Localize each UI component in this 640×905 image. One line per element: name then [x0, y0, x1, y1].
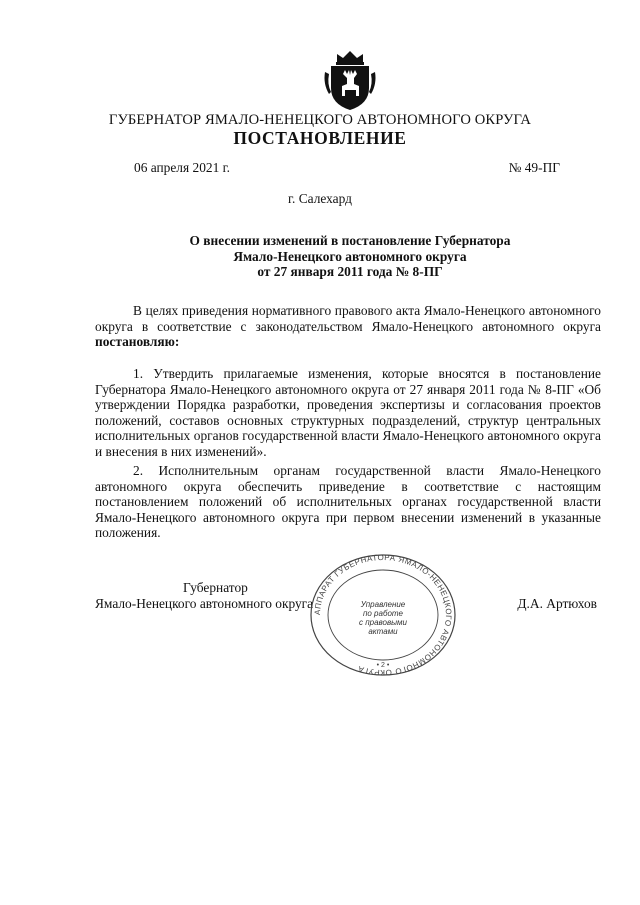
signatory-organization: Ямало-Ненецкого автономного округа [95, 596, 314, 611]
title-line-1: О внесении изменений в постановление Губернатора [189, 233, 511, 248]
issuer-title: ГУБЕРНАТОР ЯМАЛО-НЕНЕЦКОГО АВТОНОМНОГО ОКРУГА [108, 112, 532, 128]
title-line-3: от 27 января 2011 года № 8-ПГ [257, 264, 443, 279]
seal-center-text [338, 600, 428, 636]
item-1-paragraph: 1. Утвердить прилагаемые изменения, которые вносятся в постановление Губернатора Ямало-Ненецкого автономного округа от 27 января 2011 года № 8-ПГ «Об утверждении Порядка разработки, проведения экспертизы и согласования проектов положений, составов основных структурных подразделений, структур центральных исполнительных органов государственной власти Ямало-Ненецкого автономного округа и внесения в них изменений». [95, 366, 601, 459]
document-date: 06 апреля 2021 г. [134, 160, 230, 175]
seal-bottom-mark: • 2 • [376, 662, 390, 669]
seal-line-3: с правовыми [359, 618, 407, 627]
seal-ring-text: АППАРАТ ГУБЕРНАТОРА ЯМАЛО-НЕНЕЦКОГО АВТОНОМНОГО ОКРУГА [312, 553, 454, 677]
document-type: ПОСТАНОВЛЕНИЕ [233, 128, 407, 148]
document-city: г. Салехард [288, 191, 352, 206]
coat-of-arms-icon [323, 50, 377, 112]
intro-paragraph [95, 303, 601, 350]
seal-line-2: по работе [362, 609, 404, 618]
signatory-position: Губернатор [183, 580, 248, 595]
seal-line-1: Управление [360, 600, 406, 609]
document-number: № 49-ПГ [508, 160, 560, 175]
title-line-2: Ямало-Ненецкого автономного округа [233, 248, 467, 264]
intro-text: В целях приведения нормативного правового акта Ямало-Ненецкого автономного округа в соответствие с законодательством Ямало-Ненецкого автономного округа [95, 303, 601, 334]
seal-line-4: актами [368, 627, 398, 636]
item-2-paragraph: 2. Исполнительным органам государственной власти Ямало-Ненецкого автономного округа обеспечить приведение в соответствие с настоящим постановлением положений об исполнительных органах государственной власти Ямало-Ненецкого автономного округа при первом внесении изменений в указанные положения. [95, 463, 601, 541]
document-title [150, 233, 550, 280]
intro-resolution-word: постановляю: [95, 334, 180, 350]
signatory-name: Д.А. Артюхов [517, 596, 597, 611]
